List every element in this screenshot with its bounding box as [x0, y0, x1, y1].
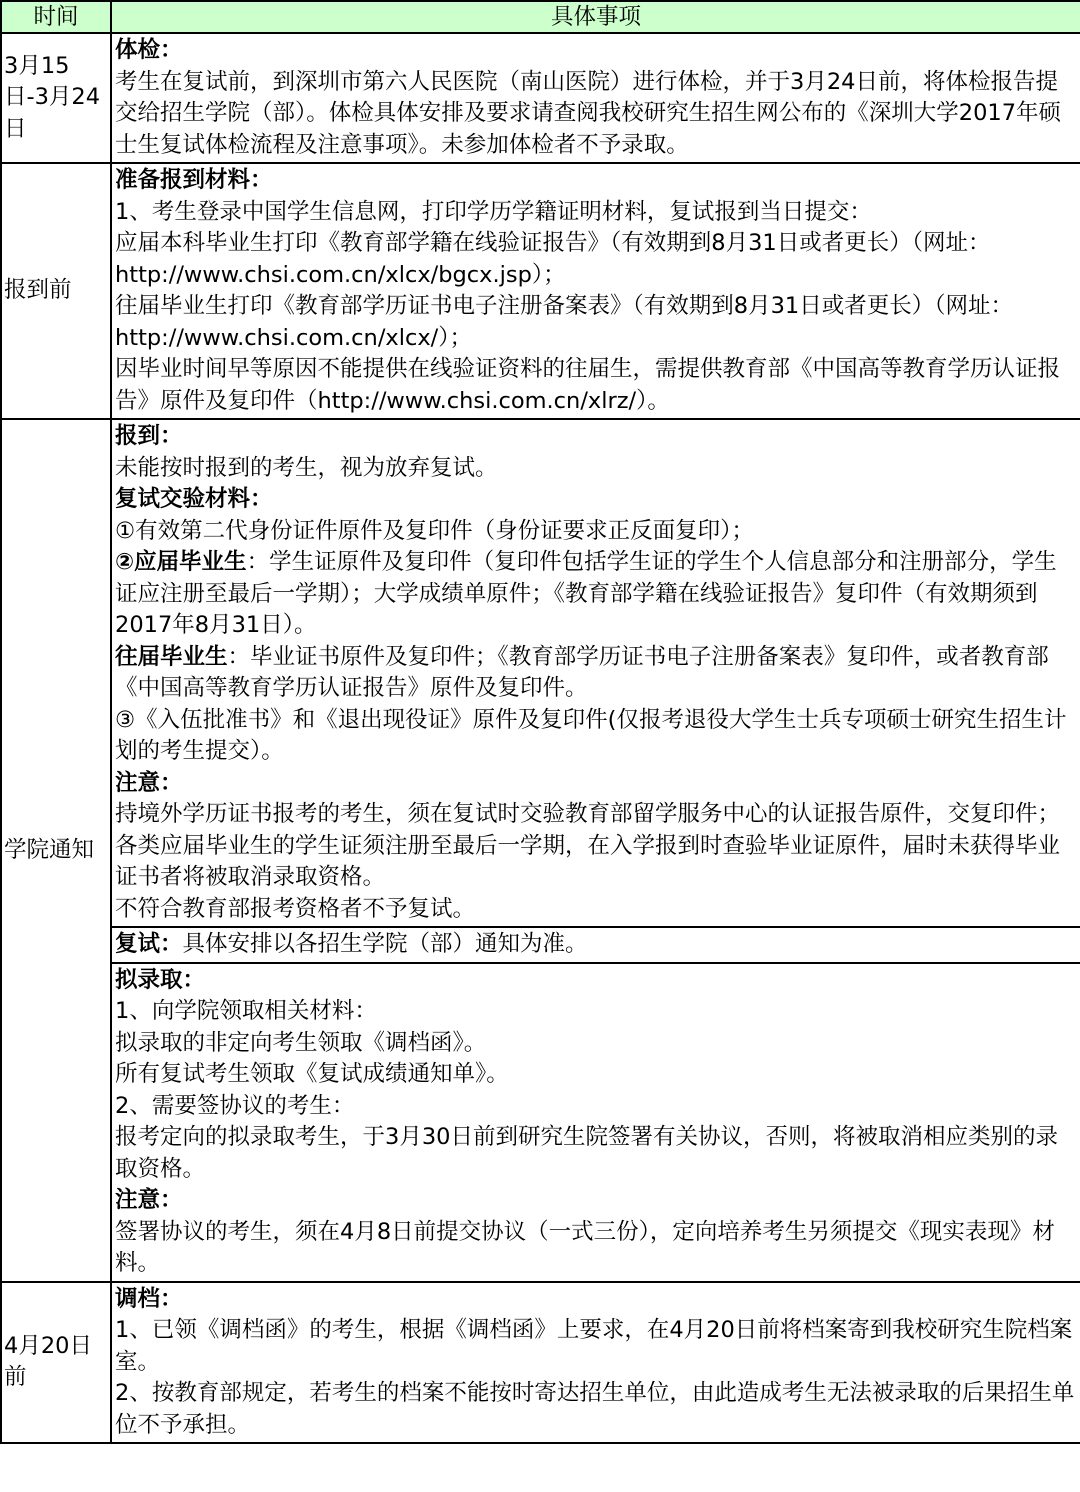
note-line: 签署协议的考生，须在4月8日前提交协议（一式三份），定向培养考生另须提交《现实表现》材料。: [115, 1218, 1055, 1276]
note-line: 不符合教育部报考资格者不予复试。: [115, 895, 476, 922]
section-title-prepare: 准备报到材料：: [115, 167, 273, 193]
header-time: 时间: [1, 1, 111, 33]
time-cell: 报到前: [1, 163, 111, 419]
section-title-note: 注意：: [115, 769, 183, 796]
tiaodang-line: 1、已领《调档函》的考生，根据《调档函》上要求，在4月20日前将档案寄到我校研究生院档案室。: [115, 1317, 1073, 1375]
niluqu-line: 1、向学院领取相关材料：: [115, 998, 377, 1024]
header-detail: 具体事项: [111, 1, 1080, 33]
note-line: 持境外学历证书报考的考生，须在复试时交验教育部留学服务中心的认证报告原件，交复印件；: [115, 801, 1061, 827]
item-text: ：毕业证书原件及复印件；《教育部学历证书电子注册备案表》复印件，或者教育部《中国高等教育学历认证报告》原件及复印件。: [115, 643, 1049, 701]
time-cell: 3月15日-3月24日: [1, 33, 111, 163]
item-label: ②应届毕业生: [115, 549, 247, 575]
header-row: [1, 1, 1080, 33]
detail-cell-baodao: [111, 419, 1080, 927]
section-title-tiaodang: 调档：: [115, 1285, 183, 1312]
prepare-line: 1、考生登录中国学生信息网，打印学历学籍证明材料，复试报到当日提交：: [115, 198, 872, 225]
table-row: [1, 419, 1080, 927]
niluqu-line: 拟录取的非定向考生领取《调档函》。: [115, 1029, 487, 1056]
prepare-line: 因毕业时间早等原因不能提供在线验证资料的往届生，需提供教育部《中国高等教育学历认证报告》原件及复印件（http://www.chsi.com.cn/xlrz/）。: [115, 356, 1061, 414]
section-title-fushi: 复试：: [115, 931, 183, 957]
table-row: [1, 963, 1080, 1282]
niluqu-line: 报考定向的拟录取考生，于3月30日前到研究生院签署有关协议，否则，将被取消相应类别的录取资格。: [115, 1124, 1058, 1182]
detail-cell-fushi: [111, 927, 1080, 963]
tijian-text: 考生在复试前，到深圳市第六人民医院（南山医院）进行体检，并于3月24日前，将体检报告提交给招生学院（部）。体检具体安排及要求请查阅我校研究生招生网公布的《深圳大学2017年硕士生复试体检流程及注意事项》。未参加体检者不予录取。: [115, 68, 1062, 158]
niluqu-line: 2、需要签协议的考生：: [115, 1092, 355, 1119]
item-text: ：学生证原件及复印件（复印件包括学生证的学生个人信息部分和注册部分，学生证应注册至最后一学期）；大学成绩单原件；《教育部学籍在线验证报告》复印件（有效期须到2017年8月31日）。: [115, 549, 1057, 638]
note-line: 各类应届毕业生的学生证须注册至最后一学期，在入学报到时查验毕业证原件，届时未获得毕业证书者将被取消录取资格。: [115, 832, 1061, 890]
table-row: [1, 163, 1080, 419]
detail-cell-tiaodang: [111, 1282, 1080, 1444]
fushi-text: 具体安排以各招生学院（部）通知为准。: [182, 931, 588, 957]
table-row: [1, 927, 1080, 963]
time-cell: 学院通知: [1, 419, 111, 1282]
time-cell: 4月20日前: [1, 1282, 111, 1444]
detail-cell-prepare: [111, 163, 1080, 419]
jiaoyan-item: ①有效第二代身份证件原件及复印件（身份证要求正反面复印）；: [115, 517, 754, 544]
section-title-baodao: 报到：: [115, 423, 183, 449]
section-title-niluqu: 拟录取：: [115, 966, 206, 993]
section-title-note: 注意：: [115, 1187, 183, 1213]
niluqu-line: 所有复试考生领取《复试成绩通知单》。: [115, 1061, 509, 1087]
jiaoyan-item: [115, 642, 1078, 705]
prepare-line: 往届毕业生打印《教育部学历证书电子注册备案表》（有效期到8月31日或者更长）（网址：http://www.chsi.com.cn/xlcx/）；: [115, 293, 1013, 351]
section-title-jiaoyan: 复试交验材料：: [115, 486, 273, 512]
section-title-tijian: 体检：: [115, 37, 183, 63]
item-label: 往届毕业生: [115, 643, 228, 670]
detail-cell-tijian: [111, 33, 1080, 163]
detail-cell-niluqu: [111, 963, 1080, 1282]
baodao-text: 未能按时报到的考生，视为放弃复试。: [115, 454, 498, 481]
table-row: [1, 33, 1080, 163]
jiaoyan-item: ③《入伍批准书》和《退出现役证》原件及复印件(仅报考退役大学生士兵专项硕士研究生招生计划的考生提交）。: [115, 706, 1067, 764]
jiaoyan-item: [115, 547, 1078, 642]
tiaodang-line: 2、按教育部规定，若考生的档案不能按时寄达招生单位，由此造成考生无法被录取的后果招生单位不予承担。: [115, 1380, 1075, 1438]
prepare-line: 应届本科毕业生打印《教育部学籍在线验证报告》（有效期到8月31日或者更长）（网址：http://www.chsi.com.cn/xlcx/bgcx.jsp）；: [115, 230, 991, 288]
table-row: [1, 1282, 1080, 1444]
